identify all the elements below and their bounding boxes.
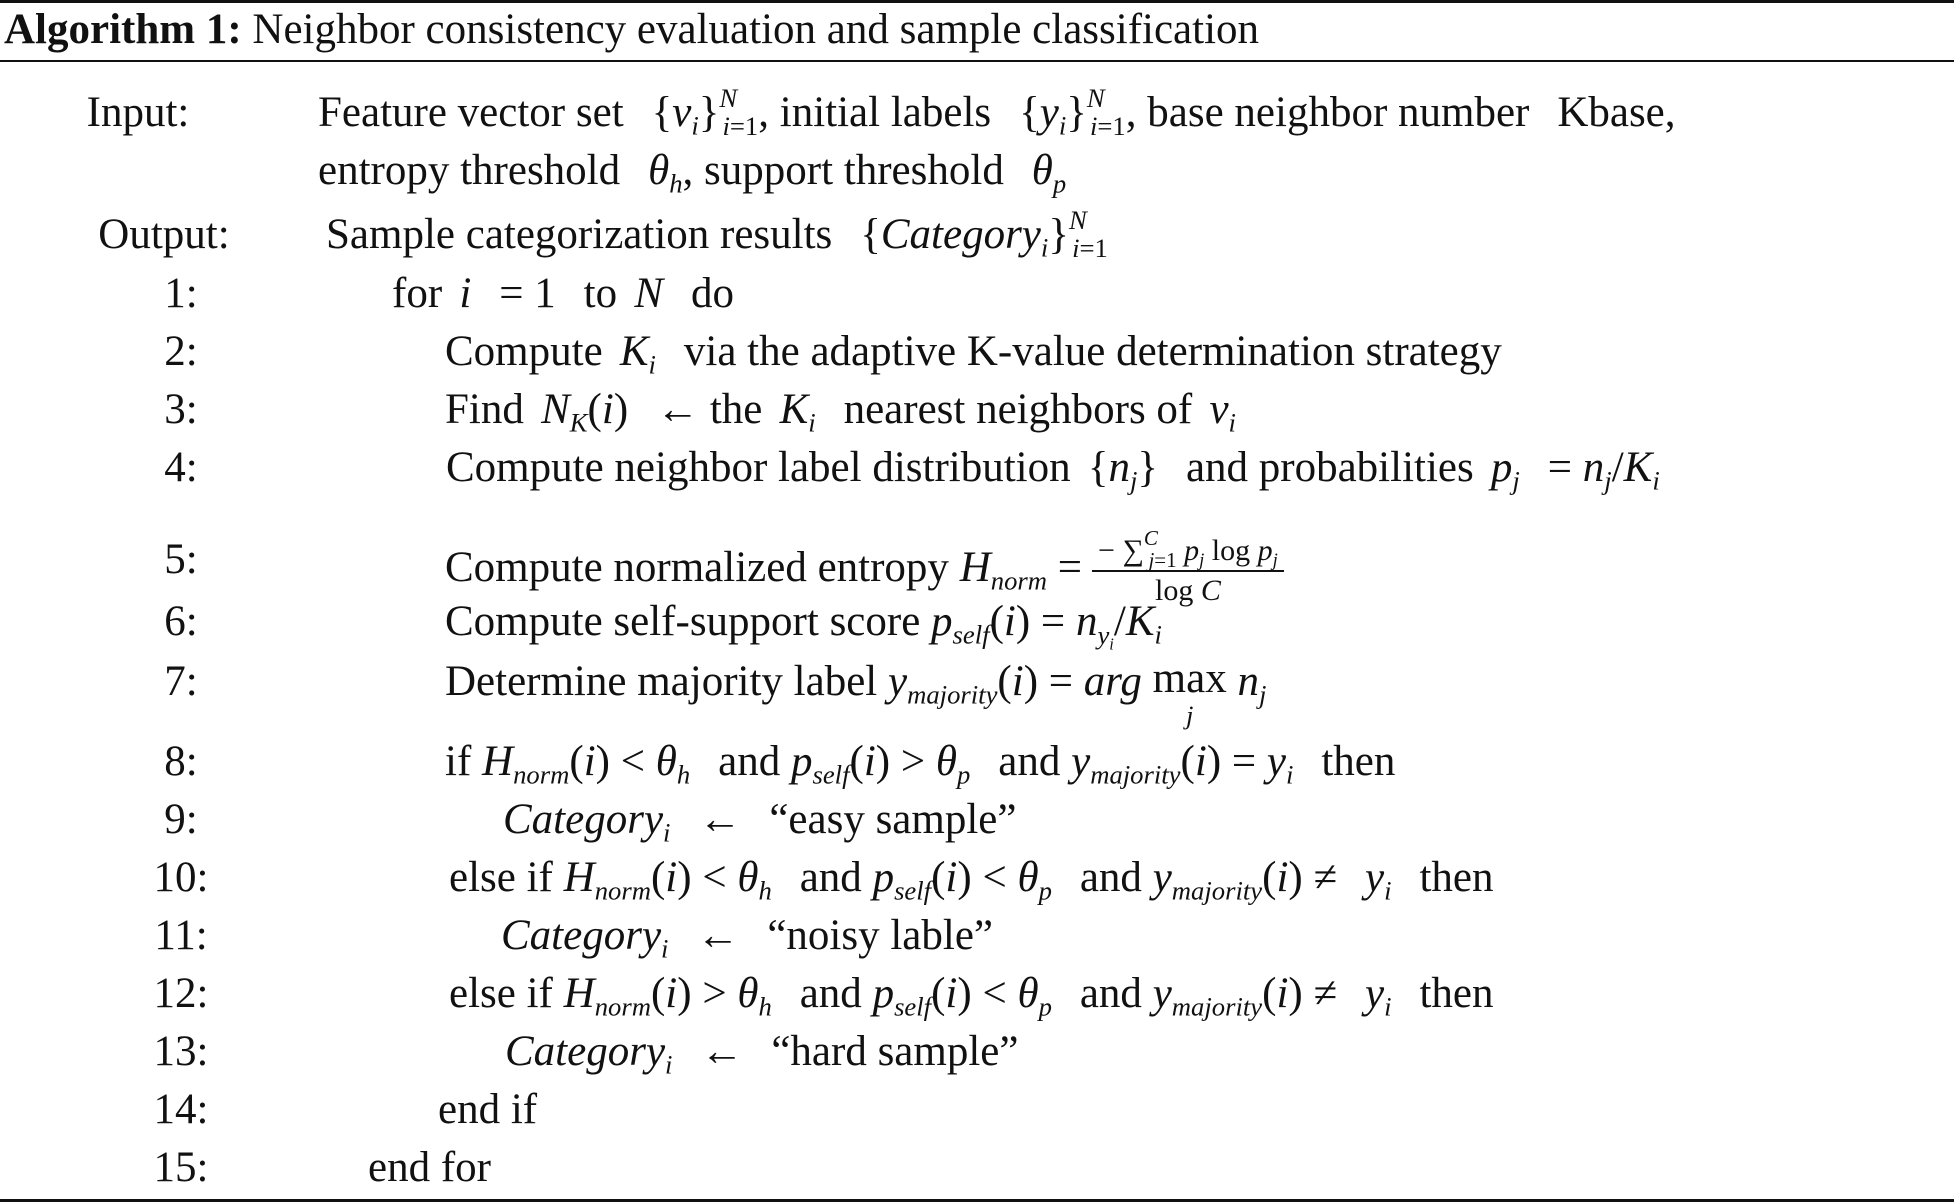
step-number: 6: [164,598,198,645]
step-text: else if $H_{norm}(i) < \theta_h$ and $p_{self}(i) < \theta_p$ and $y_{majority}(i) \ne y_i$ then [449,854,1494,906]
step-number: 15: [153,1144,209,1191]
step-number: 1: [164,270,198,317]
step-number: 3: [164,386,198,433]
step-number: 7: [164,658,198,705]
output-line: Sample categorization results {Category$_i$}$^N_{i=1}$ [326,204,1108,263]
algorithm-title: Neighbor consistency evaluation and sample classification [252,6,1260,53]
step-text: else if $H_{norm}(i) > \theta_h$ and $p_{self}(i) < \theta_p$ and $y_{majority}(i) \ne y_i$ then [449,970,1494,1022]
top-rule [0,0,1954,3]
input-line-1: Feature vector set $\{v_i\}^N_{i=1}$, initial labels $\{y_i\}^N_{i=1}$, base neighbor number Kbase, [318,82,1676,141]
step-text: Compute normalized entropy $H_{norm}$ = $\frac{- \sum^C_{j=1} p_j \log p_j}{\text{log C}}$ [445,534,1284,608]
step-text: Compute self-support score $p_{self}(i) = n_{y_i}/K_i$ [445,598,1162,653]
step-number: 5: [164,536,198,583]
step-number: 10: [153,854,209,901]
step-number: 8: [164,738,198,785]
feature-set-math: $\{v_i\}^N_{i=1}$ [651,82,759,141]
input-line-2: entropy threshold $\theta_h$, support threshold $\theta_p$ [318,147,1067,199]
step-text: end if [438,1086,538,1133]
step-number: 12: [153,970,209,1017]
step-number: 9: [164,796,198,843]
labels-set-math: $\{y_i\}^N_{i=1}$ [1019,82,1126,141]
max-operator: max j [1152,655,1227,730]
step-text: Find $N_K(i)$ ← the $K_i$ nearest neighbors of $v_i$ [445,386,1236,438]
input-label: Input: [86,89,190,136]
algorithm-caption [4,4,1259,56]
step-text: Compute $K_i$ via the adaptive K-value determination strategy [445,328,1502,380]
step-text: Category$_i$ ← “noisy lable” [501,912,993,964]
step-text: for i = 1 to N do [392,270,734,317]
algorithm-label: Algorithm 1: [4,6,242,53]
step-number: 13: [153,1028,209,1075]
step-text: end for [368,1144,491,1191]
step-text: Determine majority label $y_{majority}(i)$ = arg max j $n_j$ [445,655,1267,730]
step-text: if $H_{norm}(i) < \theta_h$ and $p_{self}(i) > \theta_p$ and $y_{majority}(i) = y_i$ then [445,738,1396,790]
output-label: Output: [98,211,230,258]
step-text: Compute neighbor label distribution $\{n_j\}$ and probabilities $p_j = n_j/K_i$ [446,444,1660,496]
caption-rule [0,60,1954,62]
step-number: 4: [164,444,198,491]
step-text: Category$_i$ ← “easy sample” [503,796,1017,848]
step-number: 14: [153,1086,209,1133]
step-text: Category$_i$ ← “hard sample” [505,1028,1019,1080]
step-number: 2: [164,328,198,375]
entropy-fraction: $\frac{- \sum^C_{j=1} p_j \log p_j}{\text{log C}}$ [1092,534,1284,608]
step-number: 11: [154,912,208,959]
